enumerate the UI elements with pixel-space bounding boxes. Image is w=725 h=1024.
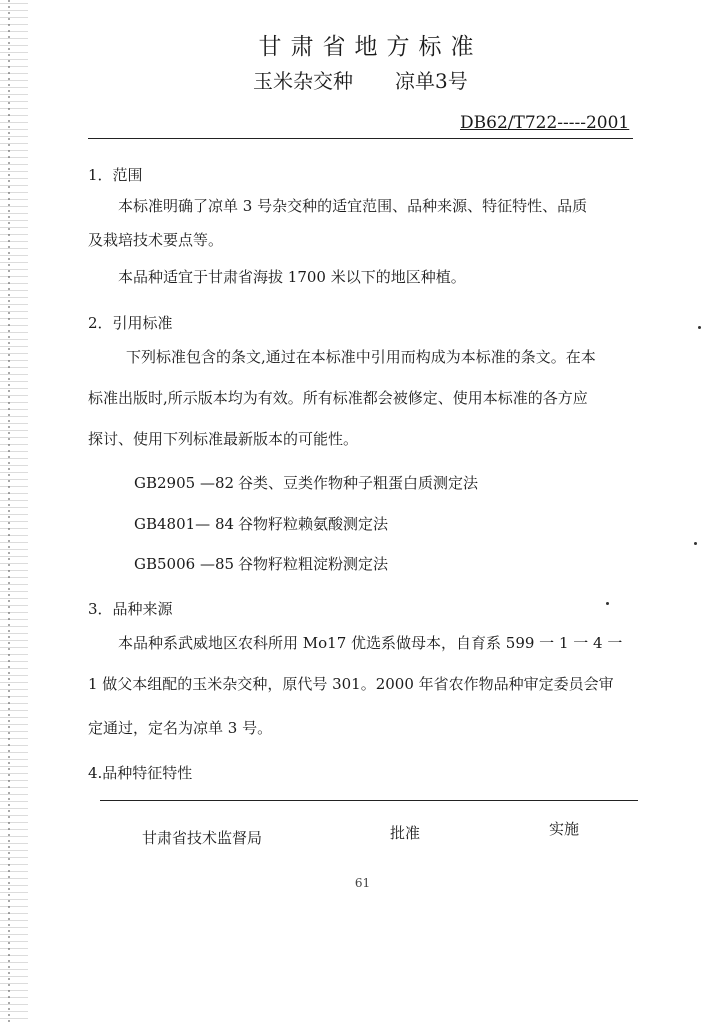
reference-code: GB5006 —85 <box>134 555 235 573</box>
section-1-para-line: 及栽培技术要点等。 <box>88 231 224 249</box>
reference-title: 谷类、豆类作物种子粗蛋白质测定法 <box>238 474 479 492</box>
approve-label: 批准 <box>390 824 421 842</box>
section-3-heading: 3．品种来源 <box>88 600 173 618</box>
section-2-para-line: 下列标准包含的条文,通过在本标准中引用而构成为本标准的条文。在本 <box>126 348 596 366</box>
reference-item <box>134 472 478 493</box>
variety-name: 凉单3号 <box>395 69 468 93</box>
section-3-para-line: 本品种系武威地区农科所用 Mo17 优选系做母本，自育系 599 一 1 一 4 一 <box>118 634 623 652</box>
issuer: 甘肃省技术监督局 <box>142 829 263 847</box>
section-1-heading: 1．范围 <box>88 166 143 184</box>
section-2-para-line: 探讨、使用下列标准最新版本的可能性。 <box>88 430 359 448</box>
reference-code: GB4801— 84 <box>134 515 235 533</box>
standard-subtitle <box>253 65 468 94</box>
scan-speck <box>694 542 697 545</box>
reference-title: 谷物籽粒粗淀粉测定法 <box>238 555 389 573</box>
standard-number: DB62/T722-----2001 <box>460 113 630 133</box>
header-rule <box>88 138 633 139</box>
section-2-heading: 2．引用标准 <box>88 314 173 332</box>
implement-label: 实施 <box>549 820 580 838</box>
section-3-para-line: 定通过，定名为凉单 3 号。 <box>88 719 273 737</box>
scan-speck <box>606 602 609 605</box>
reference-item <box>134 513 388 534</box>
scan-edge-noise <box>0 0 28 1024</box>
scan-speck <box>698 326 701 329</box>
reference-item <box>134 553 388 574</box>
footer-rule <box>100 800 638 801</box>
section-2-para-line: 标准出版时,所示版本均为有效。所有标准都会被修定、使用本标准的各方应 <box>88 389 588 407</box>
section-1-para2: 本品种适宜于甘肃省海拔 1700 米以下的地区种植。 <box>118 268 466 286</box>
section-3-para-line: 1 做父本组配的玉米杂交种，原代号 301。2000 年省农作物品种审定委员会审 <box>88 675 614 693</box>
reference-title: 谷物籽粒赖氨酸测定法 <box>238 515 389 533</box>
product-name: 玉米杂交种 <box>253 69 353 93</box>
reference-code: GB2905 —82 <box>134 474 235 492</box>
section-1-para-line: 本标准明确了凉单 3 号杂交种的适宜范围、品种来源、特征特性、品质 <box>118 197 588 215</box>
standard-org-title: 甘肃省地方标准 <box>258 34 483 60</box>
page-number: 61 <box>354 876 371 890</box>
scan-edge-line <box>8 0 10 1024</box>
section-4-heading: 4.品种特征特性 <box>88 764 193 782</box>
